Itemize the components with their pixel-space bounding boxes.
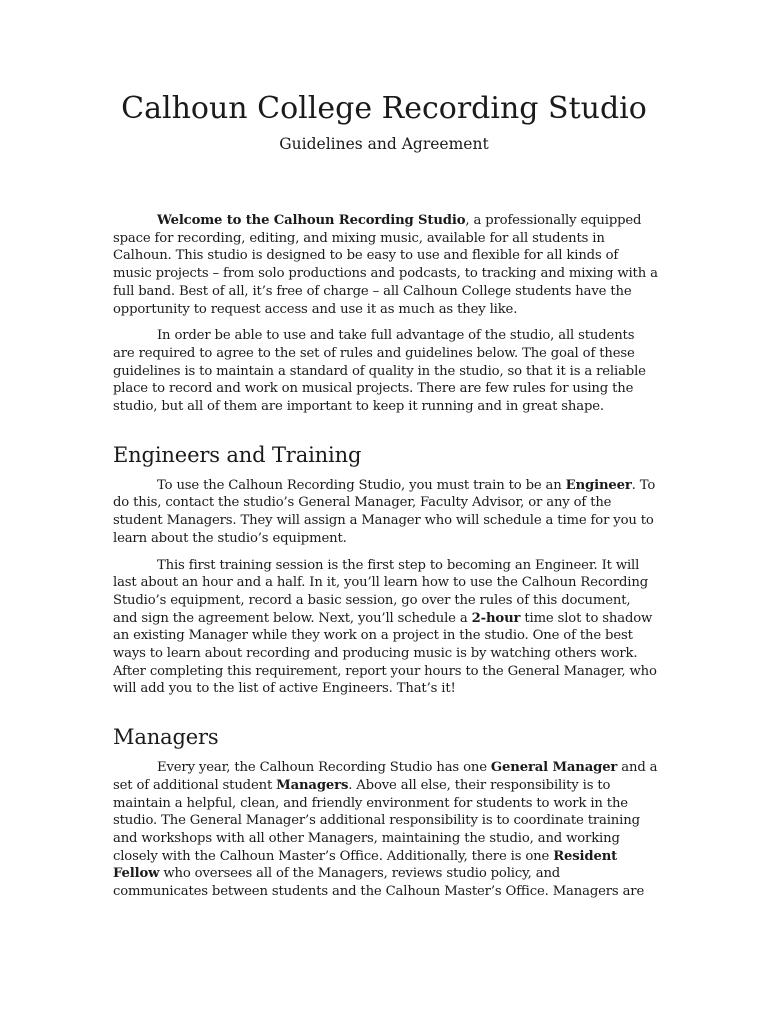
engineers-paragraph-1 [113, 477, 658, 548]
intro-paragraph-2-text: In order be able to use and take full advantage of the studio, all students are required to agree to the set of rules and guidelines below. The goal of these guidelines is to maintain a standard of quality in the studio, so that it is a reliable place to record and work on musical projects. There are few rules for using the studio, but all of them are important to keep it running and in great shape. [113, 328, 646, 415]
section-heading-managers: Managers [113, 725, 219, 750]
managers-paragraph-1-text-a: Every year, the Calhoun Recording Studio has one [157, 760, 491, 776]
intro-welcome-bold: Welcome to the Calhoun Recording Studio [157, 213, 466, 228]
section-heading-engineers: Engineers and Training [113, 442, 362, 467]
intro-paragraph-1-text: , a professionally equipped space for recording, editing, and mixing music, available for all students in Calhoun. This studio is designed to be easy to use and flexible for all kinds of music projects – from solo productions and podcasts, to tracking and mixing with a full band. Best of all, it’s free of charge – all Calhoun College students have the opportunity to request access and use it as much as they like. [113, 213, 658, 317]
intro-paragraph-2 [113, 327, 658, 416]
two-hour-bold: 2-hour [471, 610, 521, 626]
managers-paragraph-1-text-b: and a set of additional student [113, 760, 658, 793]
engineers-paragraph-2 [113, 557, 658, 699]
document-title: Calhoun College Recording Studio [121, 91, 647, 126]
document-body [113, 212, 658, 910]
managers-paragraph-1-text-d: who oversees all of the Managers, reviews studio policy, and communicates between students and the Calhoun Master’s Office. Managers are [113, 866, 645, 900]
document-subtitle: Guidelines and Agreement [279, 135, 489, 153]
intro-paragraph-1 [113, 212, 658, 318]
engineers-paragraph-2-text-a: This first training session is the first step to becoming an Engineer. It will last about an hour and a half. In it, you’ll learn how to use the Calhoun Recording Studio’s equipment, record a basic session, go over the rules of this document, and sign the agreement below. Next, you’ll schedule a [113, 557, 648, 626]
engineers-paragraph-1-text-a: To use the Calhoun Recording Studio, you must train to be an [157, 477, 566, 493]
engineer-bold: Engineer [565, 477, 632, 493]
managers-paragraph-1 [113, 759, 658, 901]
managers-paragraph-1-text-c: . Above all else, their responsibility is to maintain a helpful, clean, and friendly environment for students to work in the studio. The General Manager’s additional responsibility is to coordinate training and workshops with all other Managers, maintaining the studio, and working closely with the Calhoun Master’s Office. Additionally, there is one [113, 777, 640, 864]
resident-fellow-bold: Resident Fellow [113, 848, 618, 882]
managers-bold: Managers [276, 777, 349, 793]
engineers-paragraph-2-text-b: time slot to shadow an existing Manager while they work on a project in the studio. One of the best ways to learn about recording and producing music is by watching others work. After completing this requirement, report your hours to the General Manager, who will add you to the list of active Engineers. That’s it! [113, 610, 657, 697]
engineers-paragraph-1-text-b: . To do this, contact the studio’s General Manager, Faculty Advisor, or any of the student Managers. They will assign a Manager who will schedule a time for you to learn about the studio’s equipment. [113, 477, 656, 546]
general-manager-bold: General Manager [490, 760, 618, 776]
